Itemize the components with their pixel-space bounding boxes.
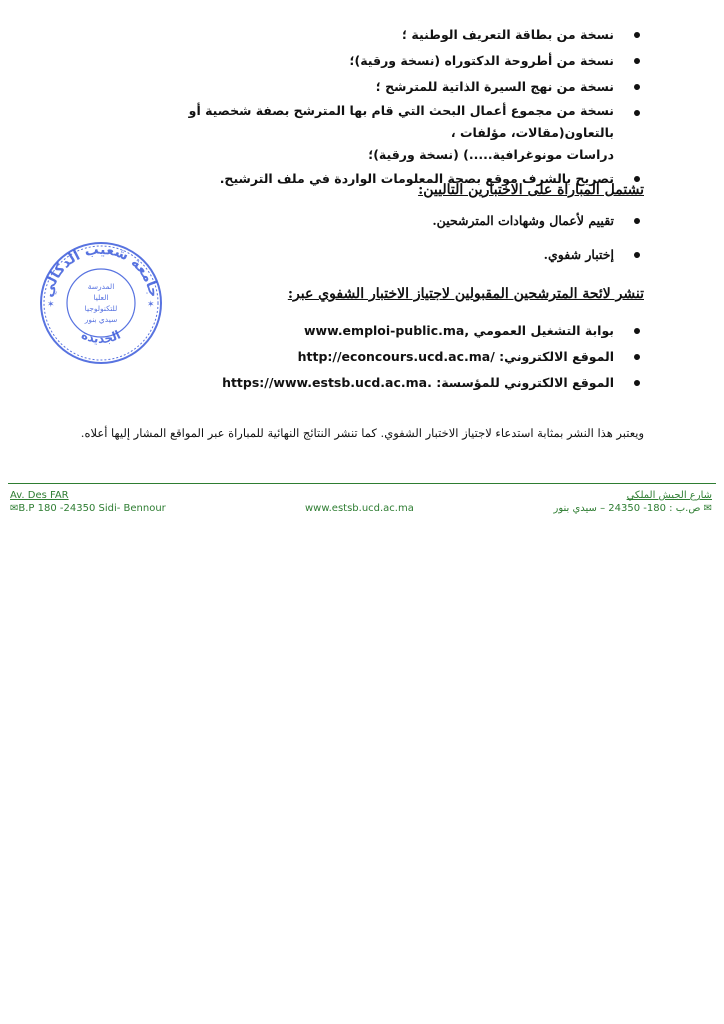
stamp-bottom-text: الجديدة (79, 327, 123, 346)
svg-text:الجديدة (79, 328, 123, 346)
footer-address-line: Av. Des FAR (10, 490, 69, 501)
exams-list (84, 208, 644, 268)
list-item (84, 74, 644, 100)
list-item-text: نسخة من أطروحة الدكتوراه (نسخة ورقية)؛ (349, 53, 614, 68)
official-stamp (38, 240, 164, 366)
publish-title: تنشر لائحة المترشحين المقبولين لاجتياز الاختبار الشفوي عبر: (287, 286, 644, 302)
closing-note: ويعتبر هذا النشر بمثابة استدعاء لاجتياز الاختبار الشفوي. كما تنشر النتائج النهائية للمباراة عبر المواقع المشار إليها أعلاه. (80, 426, 644, 440)
exams-title: تشتمل المباراة على الاختبارين التاليين: (418, 182, 644, 198)
mail-icon: ✉ (703, 503, 712, 514)
site-url-link[interactable]: https://www.estsb.ucd.ac.ma. (222, 375, 432, 390)
stamp-outer-text: جامعة شعيب الدكالي (40, 241, 162, 299)
list-item-text: نسخة من بطاقة التعريف الوطنية ؛ (402, 27, 614, 42)
list-item (84, 344, 644, 370)
list-item (84, 208, 644, 234)
svg-text:✶: ✶ (47, 300, 55, 310)
list-item-text: تصريح بالشرف موقع بصحة المعلومات الواردة في ملف الترشيح. (219, 171, 614, 186)
site-url-link[interactable]: http://econcours.ucd.ac.ma/ (297, 349, 495, 364)
list-item (84, 22, 644, 48)
list-item (84, 242, 644, 268)
footer-address-ar (553, 489, 712, 515)
list-item (84, 48, 644, 74)
list-item-text: نسخة من نهج السيرة الذاتية للمترشح ؛ (375, 79, 614, 94)
footer-address-line: ص.ب : 180- 24350 – سيدي بنور (553, 503, 701, 514)
list-item (84, 318, 644, 344)
mail-icon: ✉ (10, 503, 19, 514)
site-url-link[interactable]: www.emploi-public.ma, (303, 323, 470, 338)
list-item-text: إختبار شفوي. (543, 247, 614, 262)
list-item (84, 370, 644, 396)
footer-address-fr (10, 489, 166, 515)
documents-list (84, 22, 644, 192)
svg-text:✶: ✶ (147, 300, 155, 310)
site-label: الموقع الالكتروني للمؤسسة: (436, 375, 614, 390)
site-label: الموقع الالكتروني: (499, 349, 614, 364)
stamp-inner-line: سيدي بنور (84, 315, 118, 324)
stamp-inner-line: للتكنولوجيا (84, 304, 118, 313)
footer-address-line: شارع الجيش الملكي (626, 490, 712, 501)
publish-list (84, 318, 644, 396)
footer-address-line: B.P 180 -24350 Sidi- Bennour (18, 503, 166, 514)
list-item (84, 100, 644, 166)
list-item-text: نسخة من مجموع أعمال البحث التي قام بها المترشح بصفة شخصية أو بالتعاون(مقالات، مؤلفات ، (188, 103, 614, 140)
list-item-text: تقييم لأعمال وشهادات المترشحين. (432, 213, 614, 228)
site-label: بوابة التشغيل العمومي (473, 323, 614, 338)
stamp-inner-line: العليا (93, 293, 109, 302)
footer-website-link[interactable]: www.estsb.ucd.ac.ma (305, 503, 414, 514)
list-item-text-continued: دراسات مونوغرافية.....) (نسخة ورقية)؛ (368, 147, 614, 162)
footer-divider (8, 483, 716, 484)
stamp-inner-line: المدرسة (87, 282, 115, 291)
